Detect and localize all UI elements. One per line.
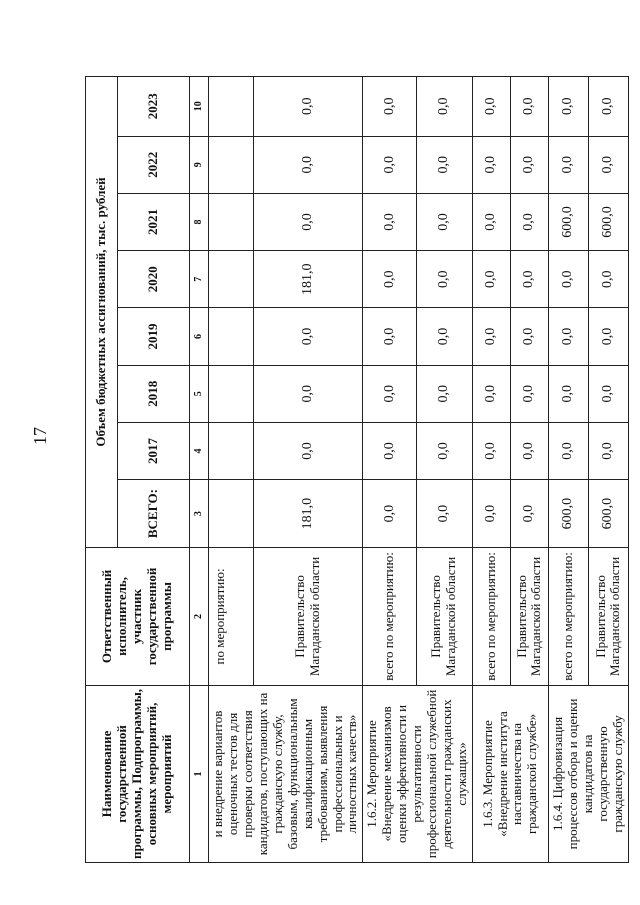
column-number: 4 [190, 422, 209, 479]
column-number: 8 [190, 193, 209, 250]
column-number: 2 [190, 548, 209, 686]
cell-value: 0,0 [510, 136, 548, 193]
cell-value: 0,0 [588, 308, 628, 365]
cell-value [209, 251, 254, 308]
cell-value: 0,0 [588, 77, 628, 137]
header-year: 2020 [118, 251, 190, 308]
header-year: 2021 [118, 193, 190, 250]
cell-value: 0,0 [363, 136, 417, 193]
header-year: 2019 [118, 308, 190, 365]
row-responsible: Правительство Магаданской области [588, 548, 628, 686]
cell-value: 0,0 [363, 422, 417, 479]
cell-value: 0,0 [588, 136, 628, 193]
cell-value: 0,0 [253, 77, 363, 137]
cell-value: 600,0 [548, 193, 588, 250]
row-name: 1.6.2. Мероприятие «Внедрение механизмов оценки эффективности и результативности профессиональной служебной деятельности гражданских служащих» [363, 685, 473, 862]
cell-value: 0,0 [253, 136, 363, 193]
cell-value: 0,0 [510, 422, 548, 479]
cell-value: 0,0 [510, 365, 548, 422]
cell-value: 0,0 [363, 77, 417, 137]
cell-value: 0,0 [472, 251, 510, 308]
cell-value: 0,0 [416, 422, 472, 479]
cell-value: 0,0 [510, 251, 548, 308]
cell-value: 0,0 [472, 480, 510, 548]
row-responsible: по мероприятию: [209, 548, 254, 686]
cell-value: 0,0 [253, 193, 363, 250]
cell-value: 0,0 [416, 251, 472, 308]
header-year: 2023 [118, 77, 190, 137]
cell-value: 600,0 [588, 193, 628, 250]
cell-value: 0,0 [363, 480, 417, 548]
header-year: ВСЕГО: [118, 480, 190, 548]
cell-value [209, 308, 254, 365]
cell-value: 0,0 [548, 308, 588, 365]
header-year: 2022 [118, 136, 190, 193]
header-budget: Объем бюджетных ассигнований, тыс. рублей [86, 77, 118, 548]
row-name: и внедрение вариантов оценочных тестов для проверки соответствия кандидатов, поступающих на гражданскую службу, базовым, функциональным квалификационным требованиям, выявления профессиональных и личностных качеств» [209, 685, 363, 862]
row-responsible: Правительство Магаданской области [510, 548, 548, 686]
header-name: Наименование государственной программы, Подпрограммы, основных мероприятий, мероприятий [86, 685, 190, 862]
cell-value: 0,0 [588, 365, 628, 422]
row-responsible: всего по мероприятию: [548, 548, 588, 686]
cell-value: 0,0 [416, 308, 472, 365]
cell-value: 0,0 [472, 193, 510, 250]
cell-value: 0,0 [472, 365, 510, 422]
cell-value: 0,0 [510, 193, 548, 250]
cell-value: 0,0 [510, 308, 548, 365]
cell-value [209, 136, 254, 193]
cell-value: 600,0 [588, 480, 628, 548]
cell-value [209, 77, 254, 137]
row-responsible: всего по мероприятию: [472, 548, 510, 686]
page-number: 17 [30, 427, 50, 445]
cell-value: 0,0 [472, 308, 510, 365]
cell-value: 0,0 [416, 193, 472, 250]
column-number: 3 [190, 480, 209, 548]
cell-value: 0,0 [548, 136, 588, 193]
cell-value: 0,0 [472, 77, 510, 137]
cell-value: 0,0 [588, 422, 628, 479]
cell-value: 0,0 [416, 136, 472, 193]
cell-value: 0,0 [548, 251, 588, 308]
cell-value: 0,0 [510, 77, 548, 137]
cell-value: 0,0 [472, 136, 510, 193]
cell-value: 0,0 [253, 365, 363, 422]
cell-value: 0,0 [253, 308, 363, 365]
cell-value: 0,0 [363, 251, 417, 308]
row-responsible: Правительство Магаданской области [253, 548, 363, 686]
cell-value: 0,0 [416, 77, 472, 137]
row-name: 1.6.3. Мероприятие «Внедрение института наставничества на гражданской службе» [472, 685, 548, 862]
cell-value [209, 480, 254, 548]
column-number: 10 [190, 77, 209, 137]
cell-value: 0,0 [548, 365, 588, 422]
row-name: 1.6.4. Цифровизация процессов отбора и оценки кандидатов на государственную гражданскую службу [548, 685, 628, 862]
cell-value: 0,0 [548, 77, 588, 137]
cell-value: 0,0 [253, 422, 363, 479]
rotated-page-content [85, 76, 625, 863]
budget-table [85, 76, 629, 863]
header-year: 2017 [118, 422, 190, 479]
cell-value: 0,0 [588, 251, 628, 308]
header-year: 2018 [118, 365, 190, 422]
cell-value: 181,0 [253, 480, 363, 548]
cell-value: 181,0 [253, 251, 363, 308]
cell-value [209, 422, 254, 479]
column-number: 6 [190, 308, 209, 365]
cell-value: 0,0 [416, 480, 472, 548]
column-number: 1 [190, 685, 209, 862]
cell-value: 0,0 [363, 308, 417, 365]
row-responsible: всего по мероприятию: [363, 548, 417, 686]
header-responsible: Ответственный исполнитель, участник государственной программы [86, 548, 190, 686]
column-number: 5 [190, 365, 209, 422]
cell-value: 0,0 [363, 193, 417, 250]
cell-value [209, 365, 254, 422]
cell-value [209, 193, 254, 250]
column-number: 7 [190, 251, 209, 308]
column-number: 9 [190, 136, 209, 193]
cell-value: 0,0 [472, 422, 510, 479]
row-responsible: Правительство Магаданской области [416, 548, 472, 686]
cell-value: 0,0 [416, 365, 472, 422]
cell-value: 0,0 [363, 365, 417, 422]
cell-value: 0,0 [510, 480, 548, 548]
cell-value: 600,0 [548, 480, 588, 548]
cell-value: 0,0 [548, 422, 588, 479]
